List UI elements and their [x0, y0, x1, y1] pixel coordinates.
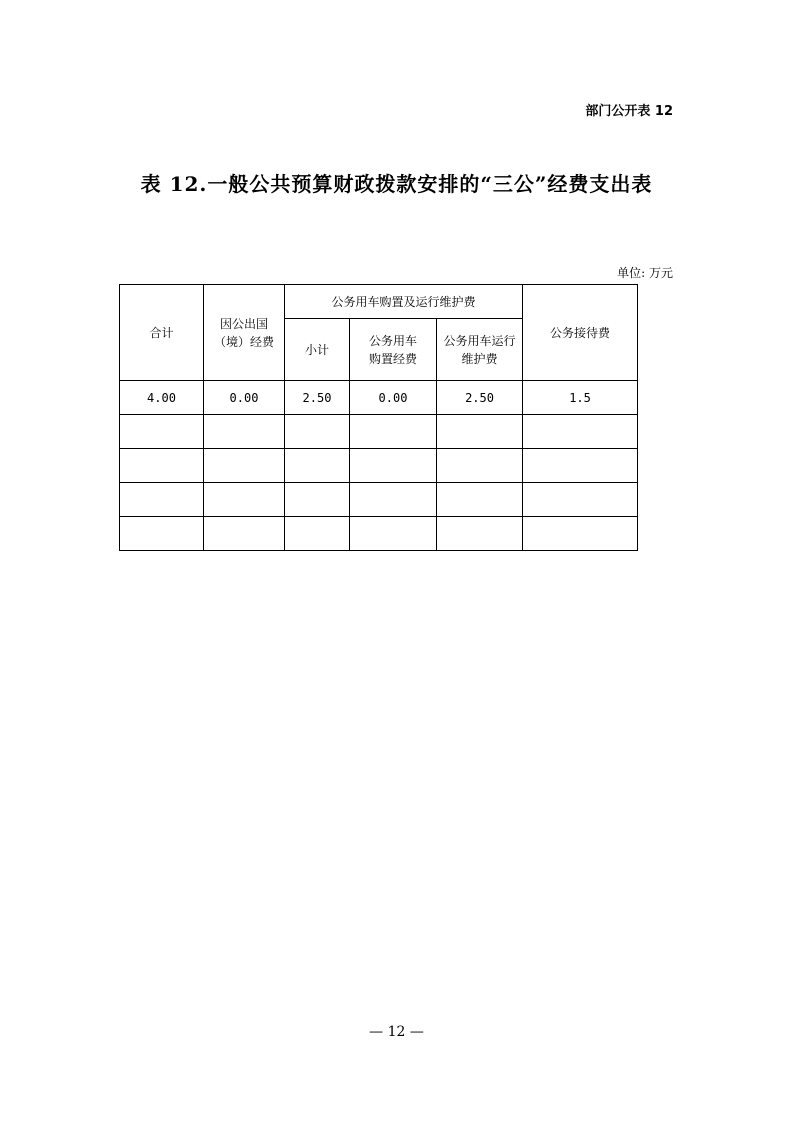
table-row: [120, 381, 638, 415]
empty-cell: [437, 449, 523, 483]
table-row-empty: [120, 517, 638, 551]
header-reception: 公务接待费: [523, 285, 638, 381]
empty-cell: [350, 517, 437, 551]
cell-operation: 2.50: [437, 381, 523, 415]
empty-cell: [120, 483, 204, 517]
cell-total: 4.00: [120, 381, 204, 415]
empty-cell: [204, 415, 285, 449]
header-vehicle-group: 公务用车购置及运行维护费: [285, 285, 523, 319]
empty-cell: [523, 449, 638, 483]
cell-purchase: 0.00: [350, 381, 437, 415]
empty-cell: [204, 449, 285, 483]
empty-cell: [285, 483, 350, 517]
table-row-empty: [120, 483, 638, 517]
expenditure-table: [119, 284, 638, 551]
empty-cell: [350, 483, 437, 517]
empty-cell: [523, 517, 638, 551]
empty-cell: [285, 517, 350, 551]
empty-cell: [350, 449, 437, 483]
header-subtotal: 小计: [285, 319, 350, 381]
empty-cell: [350, 415, 437, 449]
empty-cell: [437, 483, 523, 517]
cell-reception: 1.5: [523, 381, 638, 415]
header-total: 合计: [120, 285, 204, 381]
header-vehicle-purchase: 公务用车购置经费: [350, 319, 437, 381]
empty-cell: [120, 517, 204, 551]
empty-cell: [285, 415, 350, 449]
empty-cell: [523, 483, 638, 517]
table-row-empty: [120, 415, 638, 449]
header-abroad: 因公出国（境）经费: [204, 285, 285, 381]
empty-cell: [120, 449, 204, 483]
table-number-label: 部门公开表 12: [585, 104, 673, 119]
empty-cell: [204, 517, 285, 551]
header-vehicle-operation: 公务用车运行维护费: [437, 319, 523, 381]
table-header-row: [120, 285, 638, 319]
page-title: 表 12.一般公共预算财政拨款安排的“三公”经费支出表: [140, 172, 653, 196]
cell-abroad: 0.00: [204, 381, 285, 415]
empty-cell: [437, 415, 523, 449]
empty-cell: [120, 415, 204, 449]
table-row-empty: [120, 449, 638, 483]
unit-label: 单位: 万元: [617, 266, 673, 280]
empty-cell: [285, 449, 350, 483]
page-number: — 12 —: [369, 1024, 424, 1040]
empty-cell: [204, 483, 285, 517]
empty-cell: [523, 415, 638, 449]
cell-subtotal: 2.50: [285, 381, 350, 415]
empty-cell: [437, 517, 523, 551]
